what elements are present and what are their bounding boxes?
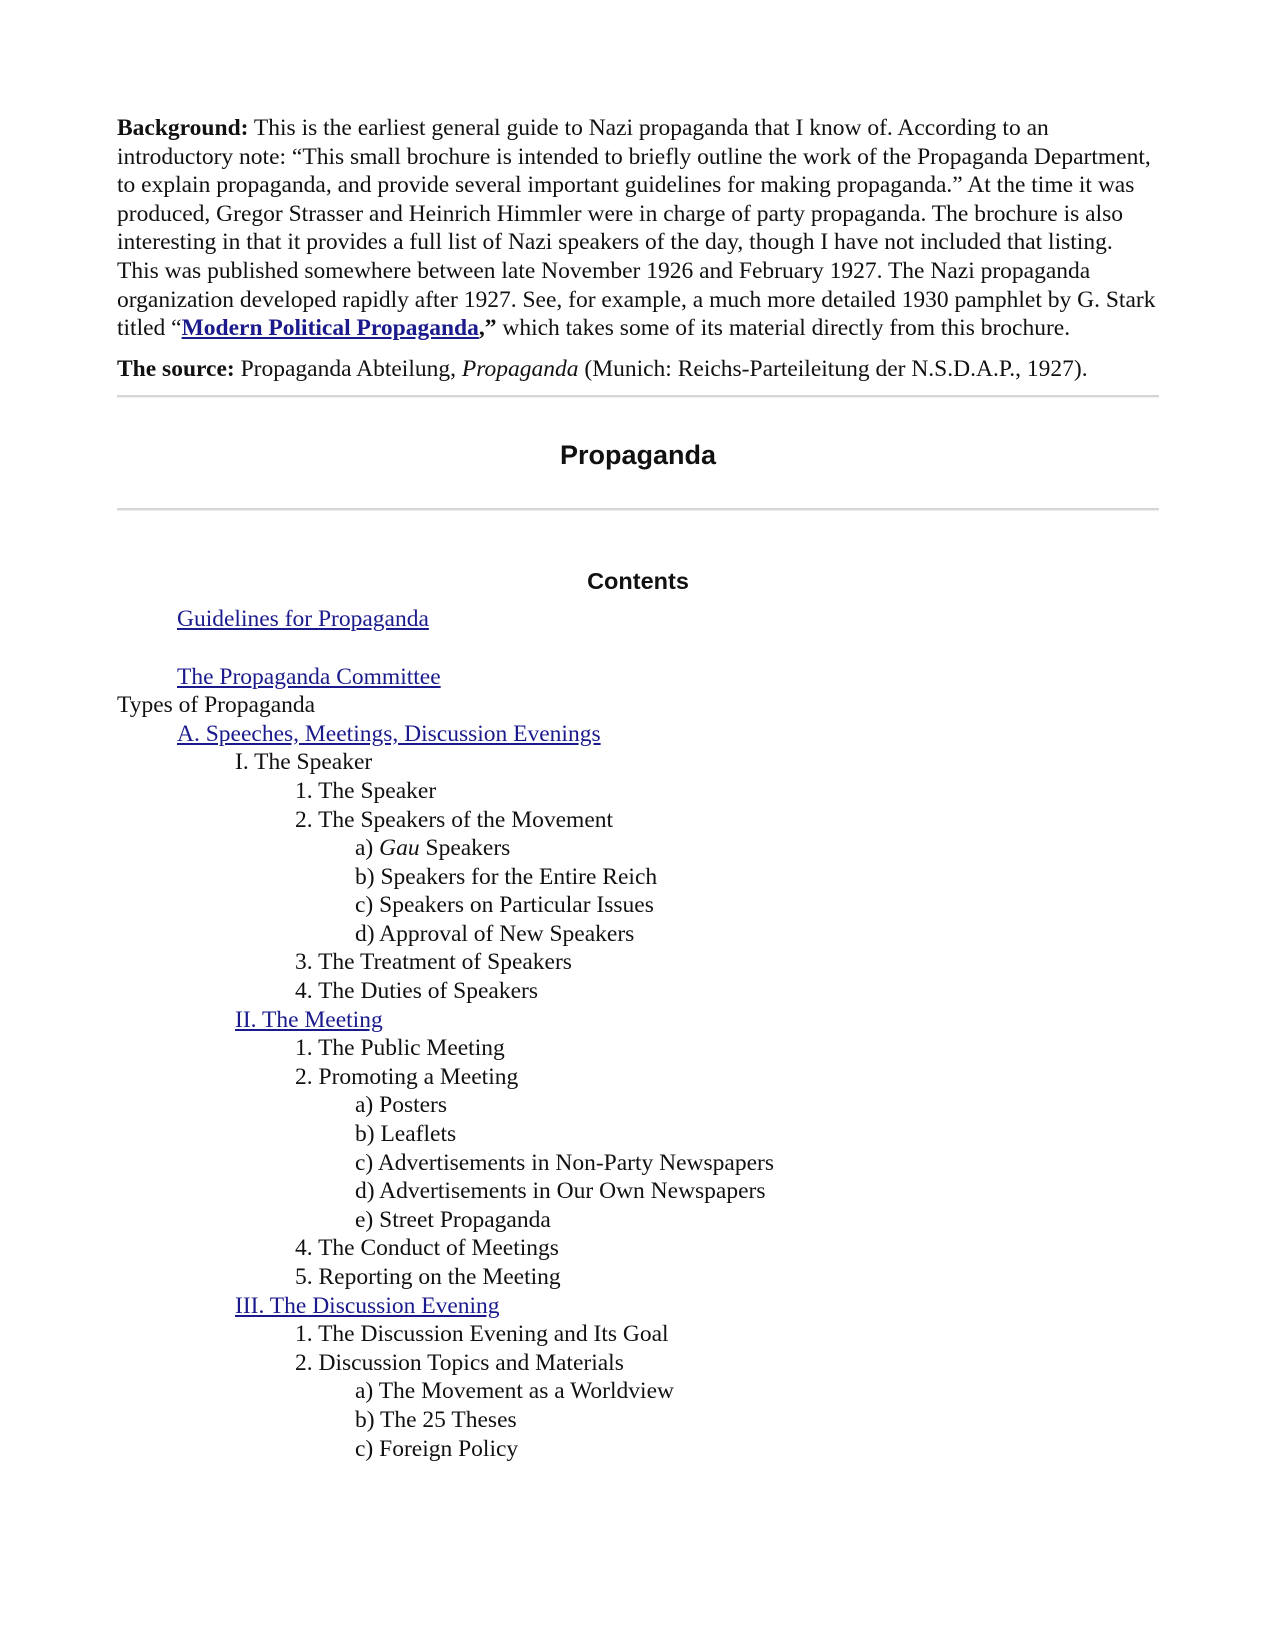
toc-item: 1. The Speaker [295, 777, 437, 804]
toc-item: b) The 25 Theses [355, 1406, 517, 1433]
source-text: Propaganda Abteilung, [234, 355, 462, 382]
toc-item: b) Leaflets [355, 1121, 457, 1148]
toc-link-speeches[interactable]: A. Speeches, Meetings, Discussion Evenings [177, 720, 601, 747]
background-text-end: which takes some of its material directly from this brochure. [496, 315, 1071, 342]
contents-heading: Contents [587, 568, 689, 595]
toc-item: c) Advertisements in Non-Party Newspapers [355, 1149, 774, 1176]
toc-item: 2. Discussion Topics and Materials [295, 1349, 624, 1376]
link-closing-quote: ,” [478, 315, 497, 342]
background-text: This is the earliest general guide to Nazi propaganda that I know of. According to an introductory note: “This small brochure is intended to briefly outline the work of the Propaganda Department, to explain propaganda, and provide several important guidelines for making propaganda.” At the time it was produced, Gregor Strasser and Heinrich Himmler were in charge of party propaganda. The brochure is also interesting in that it provides a full list of Nazi speakers of the day, though I have not included that listing. This was published somewhere between late November 1926 and February 1927. The Nazi propaganda organization developed rapidly after 1927. See, for example, a much more detailed 1930 pamphlet by G. Stark titled “ [117, 115, 1156, 342]
source-text-end: (Munich: Reichs-Parteileitung der N.S.D.A.P., 1927). [578, 355, 1088, 382]
document-page [117, 114, 1159, 1463]
toc-item [117, 1292, 1159, 1321]
toc-link-meeting[interactable]: II. The Meeting [235, 1006, 383, 1033]
toc-item: 4. The Duties of Speakers [295, 978, 538, 1005]
toc-item: 1. The Public Meeting [295, 1035, 505, 1062]
toc-item: 1. The Discussion Evening and Its Goal [295, 1321, 669, 1348]
toc-item [117, 834, 1159, 863]
toc-item [117, 720, 1159, 749]
toc-item: a) Posters [355, 1092, 448, 1119]
toc-item: b) Speakers for the Entire Reich [355, 863, 658, 890]
divider-top [117, 395, 1159, 398]
toc-item: 2. Promoting a Meeting [295, 1063, 519, 1090]
toc-item: c) Speakers on Particular Issues [355, 892, 654, 919]
toc-item-types: Types of Propaganda [117, 692, 316, 719]
toc-item [117, 1006, 1159, 1035]
toc-item: I. The Speaker [235, 749, 373, 776]
toc-item: a) The Movement as a Worldview [355, 1378, 674, 1405]
background-label: Background: [117, 115, 249, 141]
toc-item: d) Approval of New Speakers [355, 920, 635, 947]
modern-political-propaganda-link[interactable]: Modern Political Propaganda [181, 315, 479, 342]
toc-item: 4. The Conduct of Meetings [295, 1235, 559, 1262]
toc-item: 2. The Speakers of the Movement [295, 806, 614, 833]
toc-item [117, 663, 1159, 692]
toc-link-discussion[interactable]: III. The Discussion Evening [235, 1292, 500, 1319]
toc-gap [117, 634, 1159, 663]
table-of-contents [117, 605, 1159, 1463]
toc-item-italic: Gau [379, 835, 420, 862]
divider-bottom [117, 508, 1159, 511]
toc-item: 5. Reporting on the Meeting [295, 1264, 561, 1290]
toc-link-guidelines[interactable]: Guidelines for Propaganda [177, 606, 429, 633]
source-title: Propaganda [461, 355, 579, 382]
toc-item: c) Foreign Policy [355, 1435, 519, 1462]
toc-item [117, 605, 1159, 634]
toc-item-suffix: Speakers [419, 835, 511, 862]
background-paragraph [117, 114, 1159, 343]
toc-item-prefix: a) [355, 835, 380, 862]
source-paragraph [117, 355, 1159, 384]
toc-item: d) Advertisements in Our Own Newspapers [355, 1178, 766, 1205]
toc-link-committee[interactable]: The Propaganda Committee [177, 663, 441, 690]
page-title: Propaganda [559, 440, 717, 471]
source-label: The source: [117, 355, 235, 382]
toc-item: 3. The Treatment of Speakers [295, 949, 572, 976]
toc-item: e) Street Propaganda [355, 1206, 551, 1233]
